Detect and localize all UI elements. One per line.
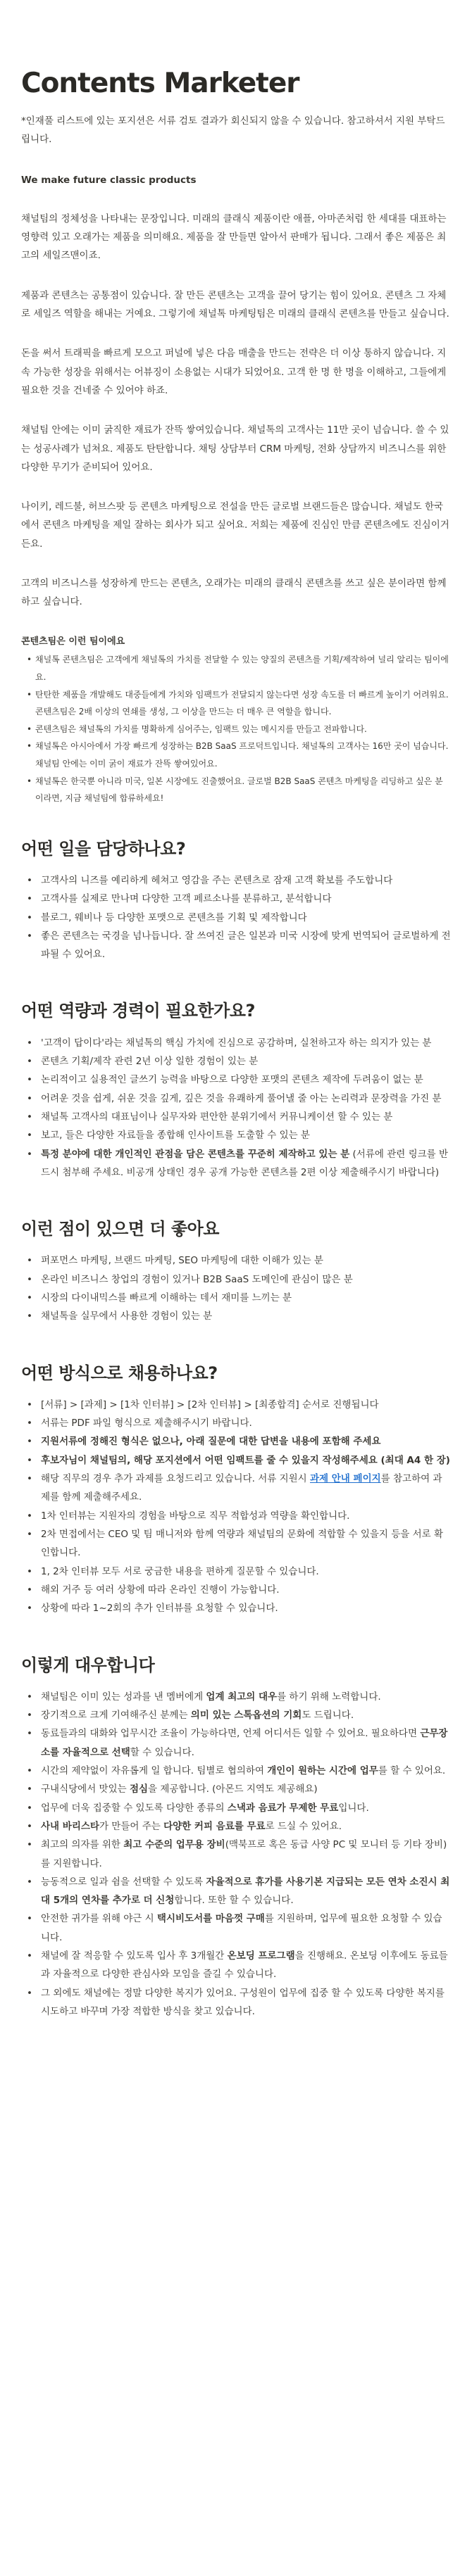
list-item xyxy=(37,1873,451,1910)
list-item xyxy=(37,1507,451,1525)
section-heading-bonus: 이런 점이 있으면 더 좋아요 xyxy=(21,1219,219,1239)
role-list xyxy=(21,871,451,964)
list-item xyxy=(37,1525,451,1562)
text-segment: 1차 인터뷰는 지원자의 경험을 바탕으로 직무 적합성과 역량을 확인합니다. xyxy=(41,1510,350,1522)
list-item xyxy=(37,1562,451,1581)
text-segment: '고객이 답이다'라는 채널톡의 핵심 가치에 진심으로 공감하며, 실천하고자 하는 의지가 있는 분 xyxy=(41,1037,432,1049)
text-segment: 상황에 따라 1~2회의 추가 인터뷰를 요청할 수 있습니다. xyxy=(41,1603,278,1615)
list-item xyxy=(37,1817,451,1836)
list-item xyxy=(37,1799,451,1817)
text-segment: 를 하기 위해 노력합니다. xyxy=(277,1691,381,1703)
list-item xyxy=(37,1909,451,1947)
team-intro-list xyxy=(21,651,451,807)
bold-text: 근무장소를 자율적으로 선택 xyxy=(41,1728,448,1758)
text-segment: [서류] > [과제] > [1차 인터뷰] > [2차 인터뷰] > [최종합격] 순서로 진행됩니다 xyxy=(41,1399,379,1410)
list-item: • 좋은 콘텐츠는 국경을 넘나듭니다. 잘 쓰여진 글은 일본과 미국 시장에 맞게 번역되어 글로벌하게 전파될 수 있어요. xyxy=(37,927,451,964)
list-item xyxy=(37,1108,451,1126)
intro-paragraph: 돈을 써서 트래픽을 빠르게 모으고 퍼널에 넣은 다음 매출을 만드는 전략은 더 이상 통하지 않습니다. 지속 가능한 성장을 위해서는 어뷰징이 소용없는 시대가 되었어요. 고객 한 명 한 명을 이해하고, 그들에게 필요한 것을 건네줄 수 있어야 하죠. xyxy=(21,348,447,396)
text-segment: 로 드실 수 있어요. xyxy=(265,1820,342,1832)
perks-list xyxy=(21,1688,451,2021)
bold-text: 기본 지급되는 모든 연차 소진시 최대 5개의 연차를 추가로 더 신청 xyxy=(41,1876,450,1907)
assignment-guide-link[interactable]: 과제 안내 페이지 xyxy=(309,1473,381,1485)
section-heading-perks: 이렇게 대우합니다 xyxy=(21,1655,155,1675)
team-intro-block xyxy=(21,633,451,807)
list-item xyxy=(37,1396,451,1414)
text-segment: 1, 2차 인터뷰 모두 서로 궁금한 내용을 편하게 질문할 수 있습니다. xyxy=(41,1565,319,1577)
team-intro-heading: 콘텐츠팀은 이런 팀이에요 xyxy=(21,636,125,647)
text-segment: 해당 직무의 경우 추가 과제를 요청드리고 있습니다. 서류 지원시 xyxy=(41,1473,310,1485)
bold-text: 특정 분야에 대한 개인적인 관점을 담은 콘텐츠를 꾸준히 제작하고 있는 분 xyxy=(41,1148,350,1160)
text-segment: 동료들과의 대화와 업무시간 조율이 가능하다면, 언제 어디서든 일할 수 있어요. 필요하다면 xyxy=(41,1728,421,1740)
text-segment: 업무에 더욱 집중할 수 있도록 다양한 종류의 xyxy=(41,1802,228,1814)
list-item: • 블로그, 웨비나 등 다양한 포맷으로 콘텐츠를 기획 및 제작합니다 xyxy=(37,909,451,927)
section-heading-skills: 어떤 역량과 경력이 필요한가요? xyxy=(21,1001,255,1021)
text-segment: 구내식당에서 맛있는 xyxy=(41,1783,130,1795)
list-item: • 채널톡 콘텐츠팀은 고객에게 채널톡의 가치를 전달할 수 있는 양질의 콘텐츠를 기획/제작하여 널리 알리는 팀이에요. xyxy=(35,651,451,686)
process-list xyxy=(21,1396,451,1618)
text-segment: 을 제공합니다. (아몬드 지역도 제공해요) xyxy=(148,1783,318,1795)
list-item: • 탄탄한 제품을 개발해도 대중들에게 가치와 임팩트가 전달되지 않는다면 성장 속도를 더 빠르게 높이기 어려워요. 콘텐츠팀은 2배 이상의 연쇄를 생성, 그 이상을 만드는 더 매우 큰 역할을 합니다. xyxy=(35,686,451,721)
text-segment: 를 할 수 있어요. xyxy=(378,1764,446,1776)
list-item xyxy=(37,1052,451,1071)
text-segment: 장기적으로 크게 기여해주신 분께는 xyxy=(41,1710,191,1722)
bold-text: 개인이 원하는 시간에 업무 xyxy=(267,1764,378,1776)
text-segment: 할 수 있습니다. xyxy=(130,1746,194,1758)
text-segment: 안전한 귀가를 위해 야근 시 xyxy=(41,1913,157,1925)
bold-text: 점심 xyxy=(129,1783,149,1795)
bold-text: 후보자님이 채널팀의, 해당 포지션에서 어떤 임팩트를 줄 수 있을지 작성해주세요 (최대 A4 한 장) xyxy=(41,1454,450,1466)
lead-slogan: We make future classic products xyxy=(21,175,197,187)
notice-text: *인재풀 리스트에 있는 포지션은 서류 검토 결과가 회신되지 않을 수 있습니다. 참고하셔서 지원 부탁드립니다. xyxy=(21,115,445,146)
text-segment: 어려운 것을 쉽게, 쉬운 것을 깊게, 깊은 것을 유쾌하게 풀어낼 줄 아는 논리력과 문장력을 가진 분 xyxy=(41,1092,442,1104)
section-heading-role: 어떤 일을 담당하나요? xyxy=(21,838,186,859)
text-segment: (맥북프로 혹은 동급 사양 PC 및 모니터 등 기타 장비)를 지원합니다. xyxy=(41,1839,447,1869)
text-segment: 요청할 수 있습니다. xyxy=(41,1913,442,1943)
list-item: • 퍼포먼스 마케팅, 브랜드 마케팅, SEO 마케팅에 대한 이해가 있는 분 xyxy=(37,1251,451,1270)
list-item xyxy=(37,1947,451,1984)
list-item xyxy=(37,1688,451,1706)
text-segment: 가 만들어 주는 xyxy=(99,1820,164,1832)
list-item xyxy=(37,1071,451,1089)
text-segment: 를 지원하며, 업무에 필요한 xyxy=(264,1913,381,1925)
list-item: • 채널톡은 한국뿐 아니라 미국, 일본 시장에도 진출했어요. 글로벌 B2B SaaS 콘텐츠 마케팅을 리딩하고 싶은 분이라면, 지금 채널팀에 합류하세요! xyxy=(35,773,451,807)
list-item xyxy=(37,1724,451,1762)
text-segment: 입니다. xyxy=(338,1802,369,1814)
text-segment: (서류에 관련 링크를 반드시 첨부해 주세요. 비공개 상태인 경우 공개 가능한 콘텐츠를 2편 이상 제출해주시기 바랍니다) xyxy=(41,1148,449,1178)
text-segment: 합니다. 또한 xyxy=(174,1895,230,1907)
text-segment: 할 수 있습니다. xyxy=(229,1895,294,1907)
intro-paragraph: 채널팀의 정체성을 나타내는 문장입니다. 미래의 클래식 제품이란 애플, 아마존처럼 한 세대를 대표하는 영향력 있고 오래가는 제품을 의미해요. 제품을 잘 만들면 알아서 판매가 됩니다. 그래서 좋은 제품은 최고의 세일즈맨이죠. xyxy=(21,213,447,262)
bold-text: 다양한 커피 음료를 무료 xyxy=(163,1820,266,1832)
list-item xyxy=(37,1034,451,1052)
list-item xyxy=(37,1762,451,1780)
text-segment: 콘텐츠 기획/제작 관련 2년 이상 일한 경험이 있는 분 xyxy=(41,1055,259,1067)
list-item xyxy=(37,1432,451,1451)
list-item xyxy=(37,1470,451,1507)
text-segment: 채널에 잘 적응할 수 있도록 입사 후 3개월간 xyxy=(41,1950,228,1962)
text-segment: 해외 거주 등 여러 상황에 따라 온라인 진행이 가능합니다. xyxy=(41,1584,280,1596)
skills-list xyxy=(21,1034,451,1182)
list-item: • 온라인 비즈니스 창업의 경험이 있거나 B2B SaaS 도메인에 관심이 많은 분 xyxy=(37,1270,451,1289)
bold-text: 지원서류에 정해진 형식은 없으나, 아래 질문에 대한 답변을 내용에 포함해 주세요 xyxy=(41,1436,381,1448)
list-item xyxy=(37,1780,451,1798)
list-item xyxy=(37,1836,451,1873)
intro-paragraph: 고객의 비즈니스를 성장하게 만드는 콘텐츠, 오래가는 미래의 클래식 콘텐츠를 쓰고 싶은 분이라면 함께하고 싶습니다. xyxy=(21,578,447,608)
text-segment: 2차 면접에서는 CEO 및 팀 매니저와 함께 역량과 채널팀의 문화에 적합할 수 있을지 등을 서로 확인합니다. xyxy=(41,1528,444,1559)
list-item xyxy=(37,1599,451,1617)
intro-paragraph: 제품과 콘텐츠는 공통점이 있습니다. 잘 만든 콘텐츠는 고객을 끌어 당기는 힘이 있어요. 콘텐츠 그 자체로 세일즈 역할을 해내는 거예요. 그렇기에 채널톡 마케팅팀은 미래의 클래식 콘텐츠를 만들고 싶습니다. xyxy=(21,289,449,320)
text-segment: 최고의 의자를 위한 xyxy=(41,1839,124,1851)
list-item xyxy=(37,1581,451,1599)
text-segment: 그 외에도 채널에는 정말 다양한 복지가 있어요. 구성원이 업무에 집중 할 수 있도록 다양한 복지를 시도하고 바꾸며 가장 적합한 방식을 찾고 있습니다. xyxy=(41,1987,445,2018)
text-segment: 능동적으로 일과 쉼을 선택할 수 있도록 xyxy=(41,1876,206,1888)
list-item: • 고객사의 니즈를 예리하게 헤쳐고 영감을 주는 콘텐츠로 잠재 고객 확보를 주도합니다 xyxy=(37,871,451,890)
bold-text: 사내 바리스타 xyxy=(41,1820,99,1832)
bonus-list xyxy=(21,1251,451,1325)
text-segment: 채널팀은 이미 있는 성과를 낸 멤버에게 xyxy=(41,1691,206,1703)
list-item xyxy=(37,1451,451,1470)
text-segment: 를 참고하여 과제를 함께 제출해주세요. xyxy=(41,1473,442,1503)
text-segment: 보고, 들은 다양한 자료들을 종합해 인사이트를 도출할 수 있는 분 xyxy=(41,1130,310,1142)
list-item xyxy=(37,1090,451,1108)
section-heading-process: 어떤 방식으로 채용하나요? xyxy=(21,1363,218,1383)
list-item: • 채널톡은 아시아에서 가장 빠르게 성장하는 B2B SaaS 프로덕트입니다. 채널톡의 고객사는 16만 곳이 넘습니다. 채널팀 안에는 이미 굵이 재료가 잔뜩 쌓여있어요. xyxy=(35,738,451,772)
bold-text: 도서를 마음껏 구매 xyxy=(185,1913,265,1925)
text-segment: 논리적이고 실용적인 글쓰기 능력을 바탕으로 다양한 포맷의 콘텐츠 제작에 두려움이 없는 분 xyxy=(41,1074,423,1086)
list-item xyxy=(37,1706,451,1724)
bold-text: 최고 수준의 업무용 장비 xyxy=(123,1839,225,1851)
text-segment: 채널톡 고객사의 대표님이나 실무자와 편안한 분위기에서 커뮤니케이션 할 수 있는 분 xyxy=(41,1111,393,1123)
list-item xyxy=(37,1984,451,2021)
list-item: • 콘텐츠팀은 채널톡의 가치를 명확하게 심어주는, 임팩트 있는 메시지를 만들고 전파합니다. xyxy=(35,721,451,738)
list-item: • 고객사를 실제로 만나며 다양한 고객 페르소나를 분류하고, 분석합니다 xyxy=(37,890,451,908)
intro-paragraph: 나이키, 레드불, 허브스팟 등 콘텐츠 마케팅으로 전설을 만든 글로벌 브랜드들은 많습니다. 채널도 한국에서 콘텐츠 마케팅을 제일 잘하는 회사가 되고 싶어요. 저희는 제품에 진심인 만큼 콘텐츠에도 진심이거든요. xyxy=(21,501,449,550)
bold-text: 온보딩 프로그램 xyxy=(227,1950,295,1962)
intro-paragraph: 채널팀 안에는 이미 굵직한 재료가 잔뜩 쌓여있습니다. 채널톡의 고객사는 11만 곳이 넘습니다. 쓸 수 있는 성공사례가 넘쳐요. 제품도 탄탄합니다. 채팅 상담부터 CRM 마케팅, 전화 상담까지 비즈니스를 위한 다양한 무기가 준비되어 있어요. xyxy=(21,424,449,473)
bold-text: 업계 최고의 대우 xyxy=(206,1691,278,1703)
page-title: Contents Marketer xyxy=(21,68,299,99)
text-segment: 도 드립니다. xyxy=(302,1710,354,1722)
bold-text: 스낵과 음료가 무제한 무료 xyxy=(227,1802,339,1814)
bold-text: 자율적으로 휴가를 사용 xyxy=(206,1876,305,1888)
text-segment: 서류는 PDF 파일 형식으로 제출해주시기 바랍니다. xyxy=(41,1418,252,1429)
list-item: • 채널톡을 실무에서 사용한 경험이 있는 분 xyxy=(37,1307,451,1325)
bold-text: 의미 있는 스톡옵션의 기회 xyxy=(190,1710,302,1722)
text-segment: 시간의 제약없이 자유롭게 일 합니다. 팀별로 협의하여 xyxy=(41,1764,268,1776)
bold-text: 택시비 xyxy=(156,1913,185,1925)
list-item xyxy=(37,1414,451,1432)
intro-section xyxy=(21,210,451,612)
list-item: • 시장의 다이내믹스를 빠르게 이해하는 데서 재미를 느끼는 분 xyxy=(37,1289,451,1307)
list-item xyxy=(37,1145,451,1182)
text-segment: 을 진행해요. 온보딩 이후에도 동료들과 자율적으로 다양한 관심사와 모임을 즐길 수 있습니다. xyxy=(41,1950,448,1981)
list-item xyxy=(37,1126,451,1144)
